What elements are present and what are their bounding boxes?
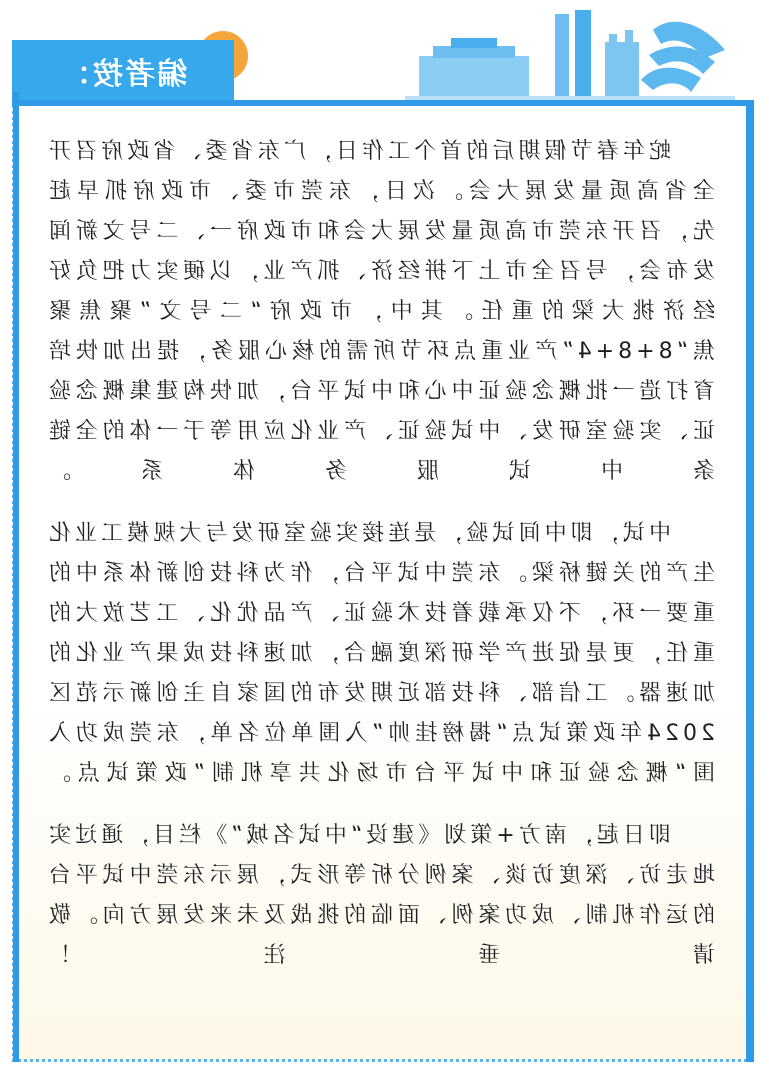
card-top-bar — [12, 100, 754, 106]
paragraph-1: 蛇年春节假期后的首个工作日，广东省委、省政府召开全省高质量发展大会。次日，东莞市委、市政府抓早赶先，召开东莞市高质量发展大会和市政府一、二号文新闻发布会，号召全市上下拼经济、抓产业，以硬实力把负好经济挑大梁的重任。其中，市政府“二号文”聚焦聚焦“8+8+4”产业重点环节所需的核心服务，提出加快培育打造一批概念验证中心和中试平台，加快构建集概念验证、实验室研发、中试验证、产业化应用等于一体的全链条中试服务体系。 — [45, 139, 715, 484]
editor-note-label: 编者按： — [12, 40, 234, 102]
paragraph-2: 中试，即中间试验，是连接实验室研发与大规模工业化生产的关键桥梁。东莞中试平台，作为科技创新体系中的重要一环，不仅承载着技术验证、产品优化、工艺放大的重任，更是促进产学研深度融合，加速科技成果产业化的加速器。工信部、科技部近期发布的国家自主创新示范区2024年政策试点“揭榜挂帅”入围单位名单，东莞成功入围“概念验证和中试平台市场化共享机制”政策试点。 — [45, 521, 715, 786]
paragraph-3: 即日起，南方+策划《建设“中试名城”》栏目，通过实地走访、深度访谈、案例分析等形式，展示东莞中试平台的运作机制、成功案例、面临的挑战及未来发展方向。敬请垂注！ — [45, 823, 715, 968]
card-left-bar — [746, 100, 754, 1062]
article-body — [45, 132, 715, 998]
editor-note-tag — [10, 22, 256, 104]
card-right-bar — [13, 92, 19, 1062]
city-skyline-illustration — [405, 0, 745, 108]
